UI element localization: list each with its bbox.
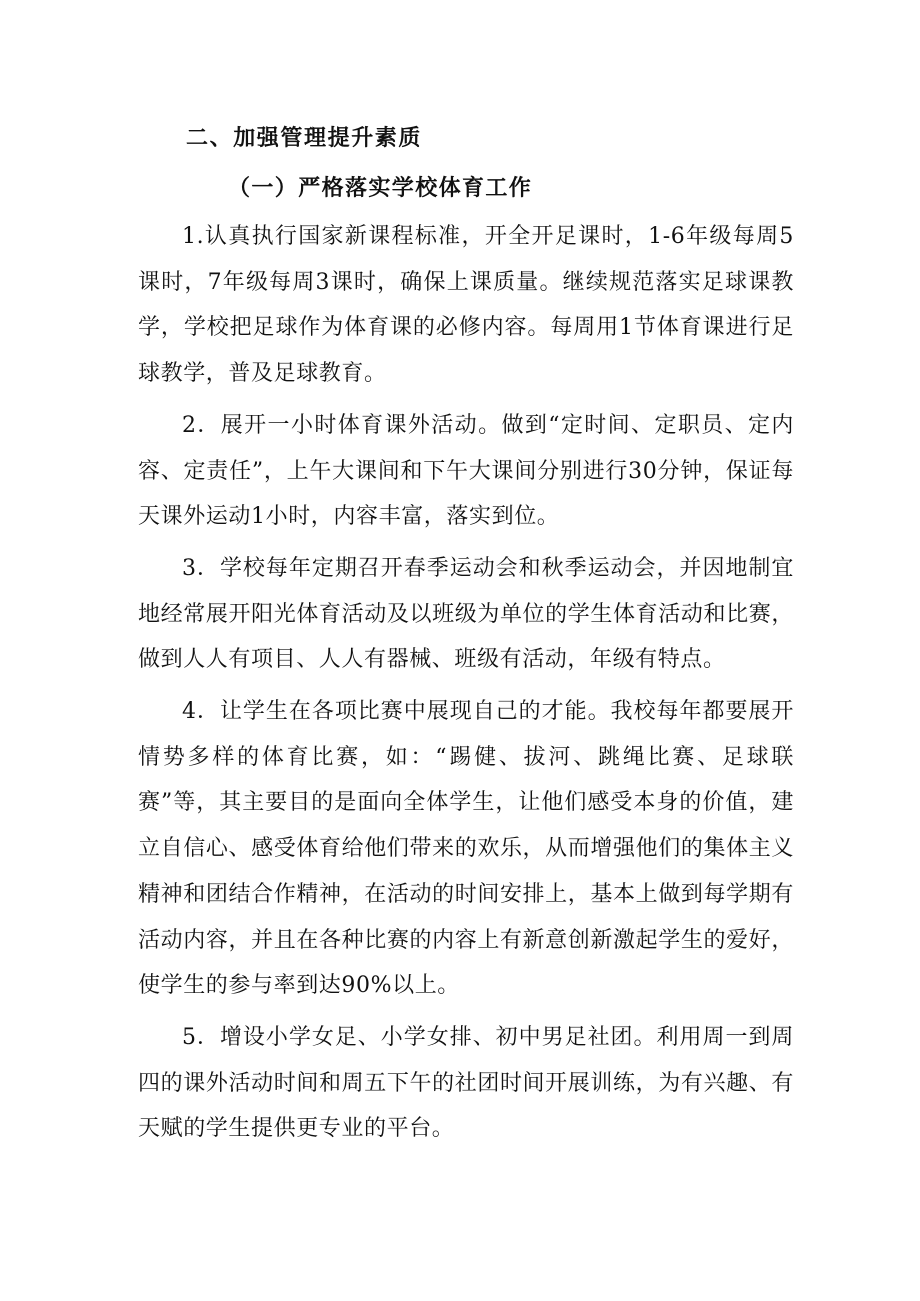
paragraph-5: 5．增设小学女足、小学女排、初中男足社团。利用周一到周四的课外活动时间和周五下午的社团时间开展训练，为有兴趣、有天赋的学生提供更专业的平台。 [138,1025,794,1142]
section-heading: 二、加强管理提升素质 [186,125,423,151]
paragraph-3: 3．学校每年定期召开春季运动会和秋季运动会，并因地制宜地经常展开阳光体育活动及以班级为单位的学生体育活动和比赛，做到人人有项目、人人有器械、班级有活动，年级有特点。 [138,556,794,673]
paragraph-2: 2．展开一小时体育课外活动。做到“定时间、定职员、定内容、定责任”，上午大课间和下午大课间分别进行30分钟，保证每天课外运动1小时，内容丰富，落实到位。 [138,413,794,530]
paragraph-1: 1.认真执行国家新课程标准，开全开足课时，1-6年级每周5课时，7年级每周3课时，确保上课质量。继续规范落实足球课教学，学校把足球作为体育课的必修内容。每周用1节体育课进行足球教学，普及足球教育。 [138,224,794,387]
paragraph-4: 4．让学生在各项比赛中展现自己的才能。我校每年都要展开情势多样的体育比赛，如：“踢健、拔河、跳绳比赛、足球联赛”等，其主要目的是面向全体学生，让他们感受本身的价值，建立自信心、感受体育给他们带来的欢乐，从而增强他们的集体主义精神和团结合作精神，在活动的时间安排上，基本上做到每学期有活动内容，并且在各种比赛的内容上有新意创新激起学生的爱好，使学生的参与率到达90%以上。 [138,699,794,999]
subsection-heading: （一）严格落实学校体育工作 [228,175,533,201]
